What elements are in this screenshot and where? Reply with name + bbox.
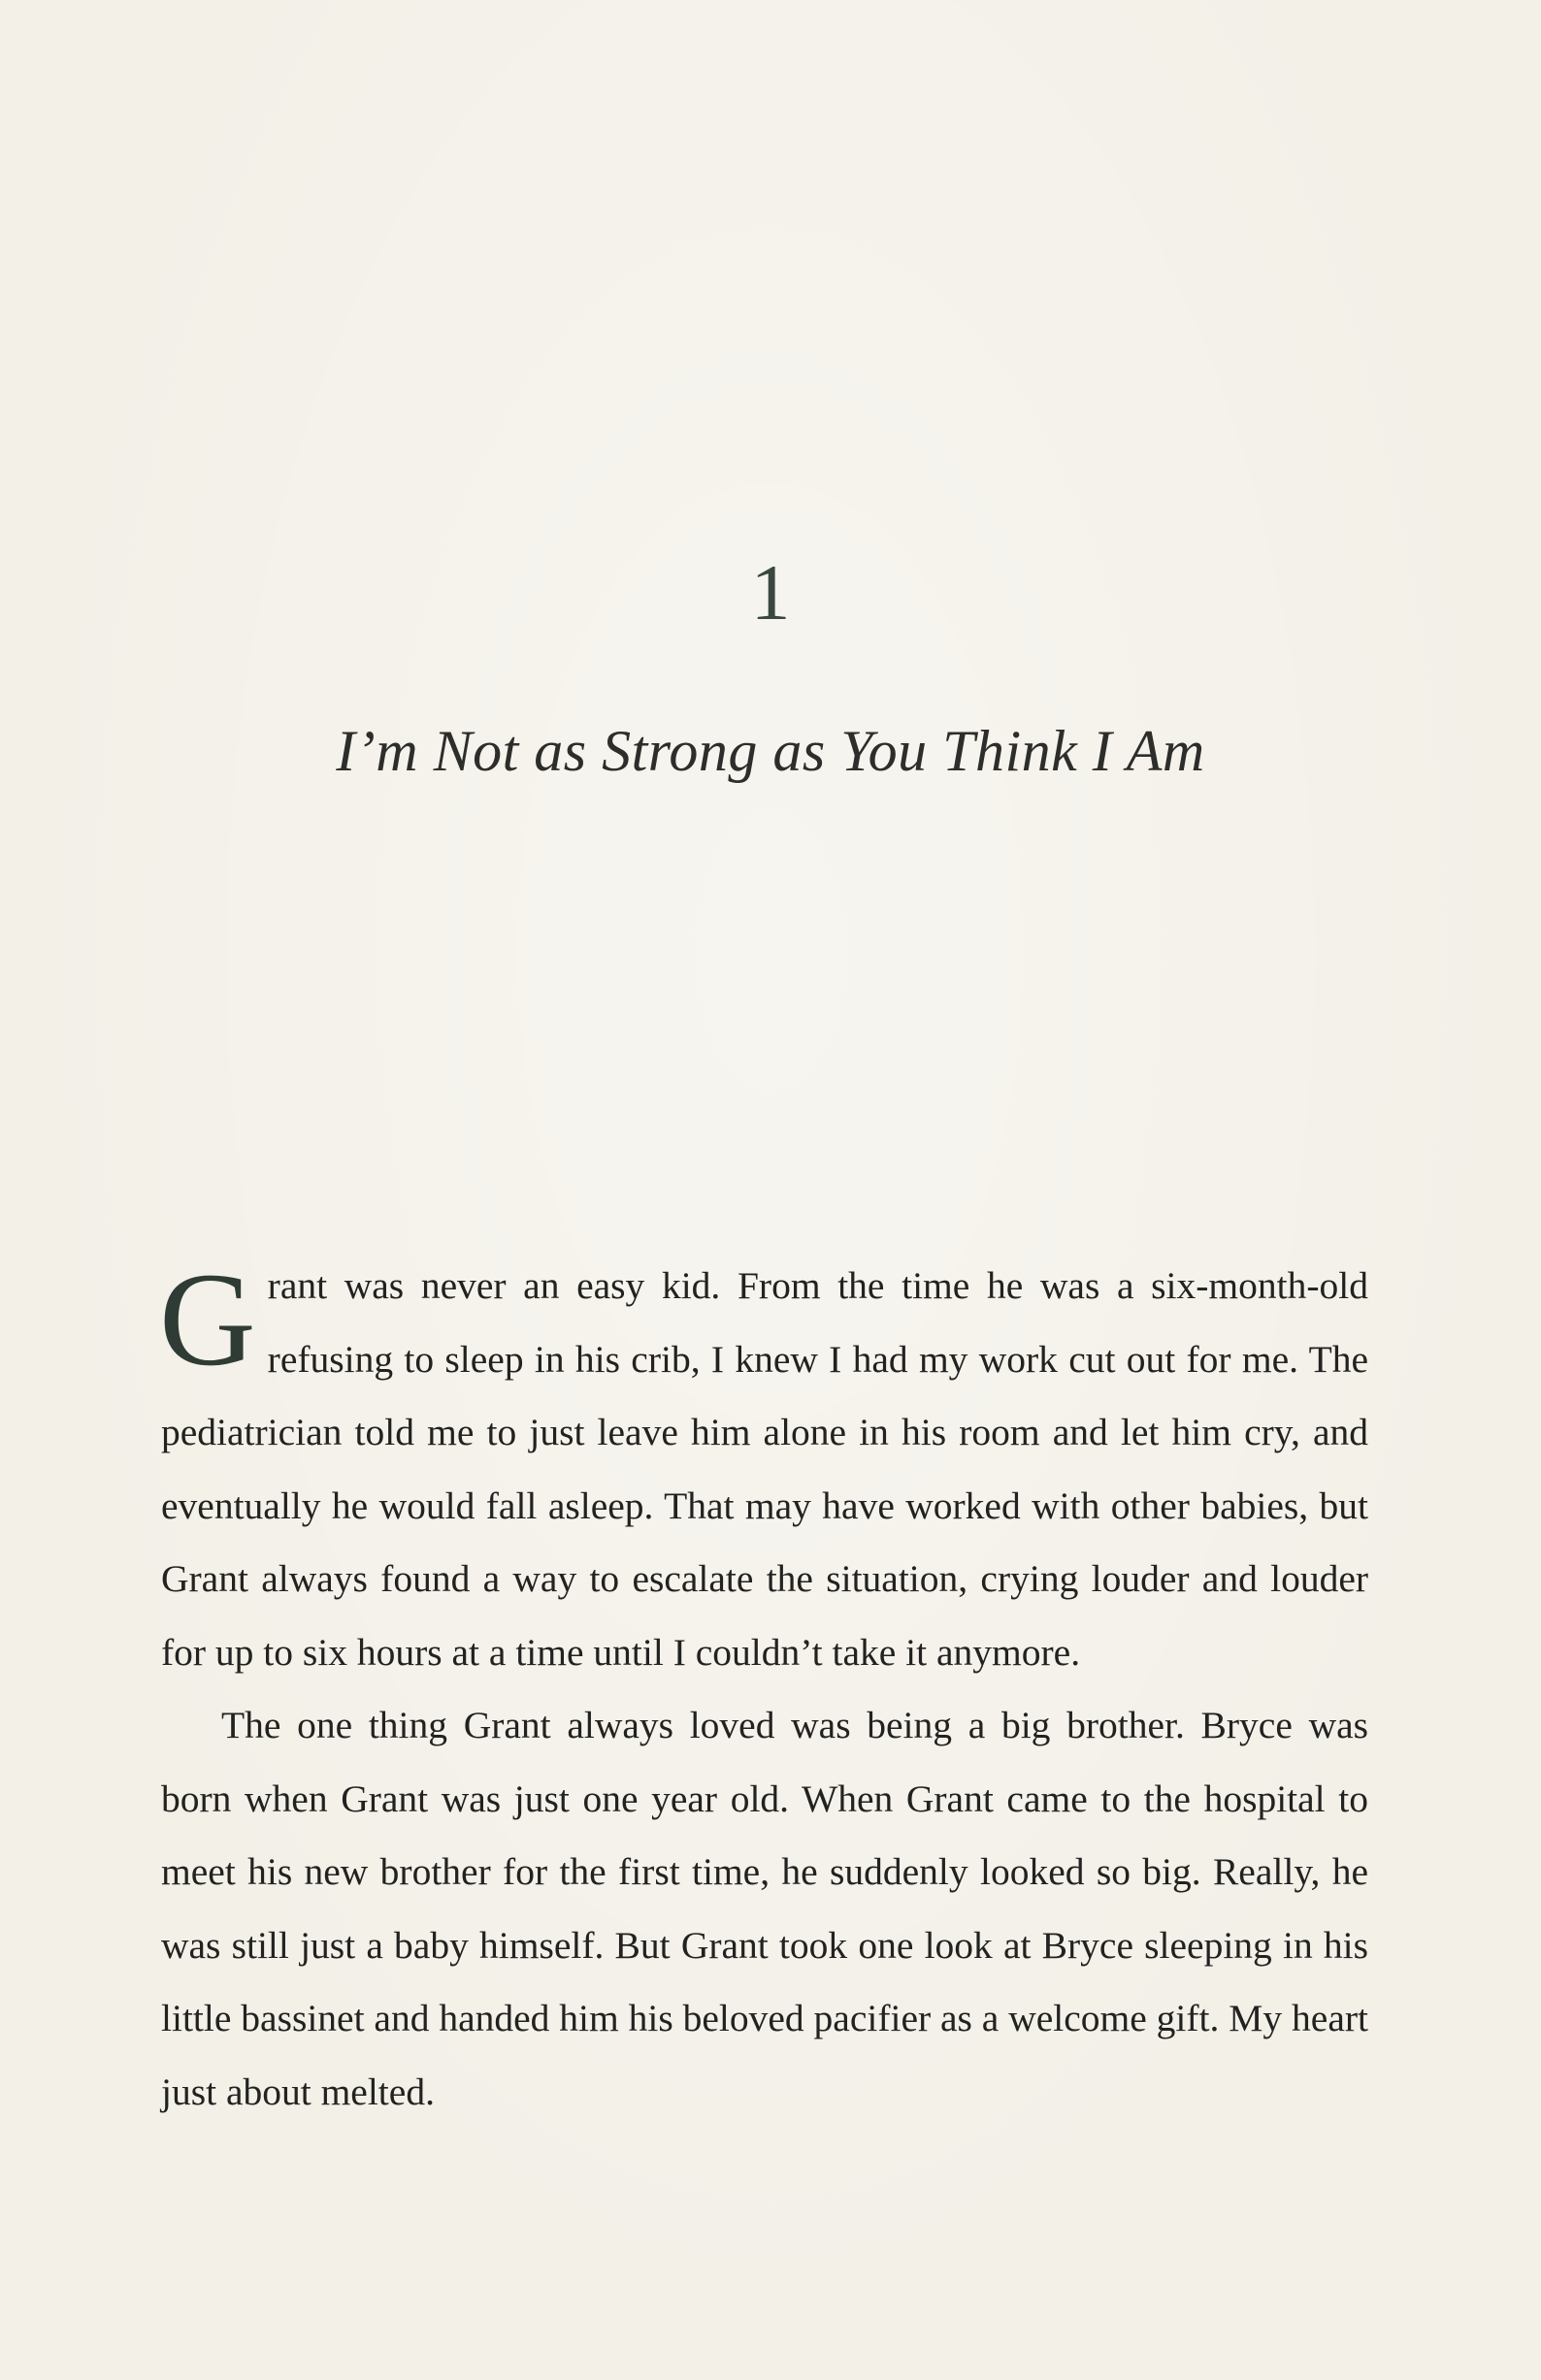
drop-cap: G (159, 1245, 256, 1393)
paragraph (159, 1245, 1368, 1689)
chapter-number: 1 (750, 548, 791, 636)
chapter-title: I’m Not as Strong as You Think I Am (336, 719, 1205, 783)
chapter-body (159, 1245, 1368, 2129)
paragraph-text: rant was never an easy kid. From the time he was a six-month-old refusing to sleep in his crib, I knew I had my work cut out for me. The pediatrician told me to just leave him alone in his room and let him cry, and eventually he would fall asleep. That may have worked with other babies, but Grant always found a way to escalate the situation, crying louder and louder for up to six hours at a time until I couldn’t take it anymore. (161, 1264, 1368, 1674)
paragraph: The one thing Grant always loved was being a big brother. Bryce was born when Grant was just one year old. When Grant came to the hospital to meet his new brother for the first time, he suddenly looked so big. Really, he was still just a baby himself. But Grant took one look at Bryce sleeping in his little bassinet and handed him his beloved pacifier as a welcome gift. My heart just about melted. (161, 1704, 1368, 2113)
